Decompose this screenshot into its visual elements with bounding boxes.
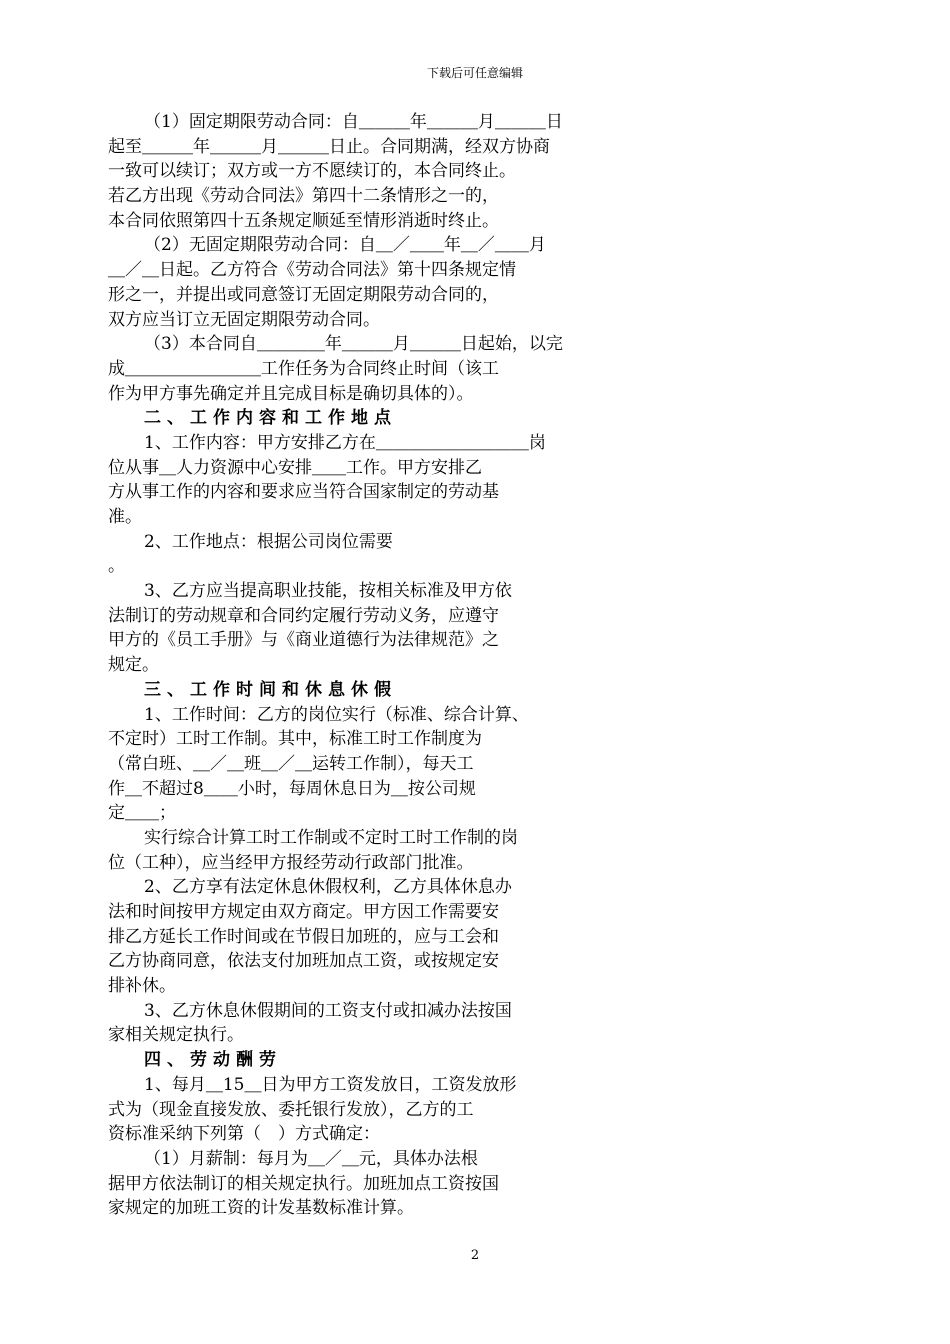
text-line: 3、乙方休息休假期间的工资支付或扣减办法按国 <box>144 1000 512 1021</box>
page-header: 下载后可任意编辑 <box>426 66 523 80</box>
text-line: 资标准采纳下列第（ ）方式确定： <box>108 1124 380 1145</box>
text-line: 据甲方依法制订的相关规定执行。加班加点工资按国 <box>108 1173 499 1194</box>
text-line: 3、乙方应当提高职业技能，按相关标准及甲方依 <box>144 581 512 602</box>
text-line: 2、乙方享有法定休息休假权利，乙方具体休息办 <box>144 877 512 898</box>
text-line: 1、工作内容：甲方安排乙方在＿＿＿＿＿＿＿＿＿岗 <box>144 432 546 453</box>
text-line: 规定。 <box>108 655 159 676</box>
section-heading: 四、劳动酬劳 <box>144 1050 282 1071</box>
text-line: 定＿＿； <box>108 803 176 824</box>
text-line: 法和时间按甲方规定由双方商定。甲方因工作需要安 <box>108 902 499 922</box>
text-line: 双方应当订立无固定期限劳动合同。 <box>108 309 380 330</box>
text-line: 一致可以续订；双方或一方不愿续订的，本合同终止。 <box>108 161 516 182</box>
text-line: 实行综合计算工时工作制或不定时工时工作制的岗 <box>144 827 518 848</box>
text-line: 排乙方延长工作时间或在节假日加班的，应与工会和 <box>108 926 499 947</box>
text-line: 准。 <box>108 507 142 527</box>
text-line: （常白班、＿／＿班＿／＿运转工作制），每天工 <box>108 753 474 774</box>
text-line: 1、每月＿15＿日为甲方工资发放日，工资发放形 <box>144 1074 517 1095</box>
text-line: 乙方协商同意，依法支付加班加点工资，或按规定安 <box>108 951 499 972</box>
text-line: 2、工作地点：根据公司岗位需要 <box>144 531 393 552</box>
text-line: 形之一，并提出或同意签订无固定期限劳动合同的， <box>108 284 499 305</box>
contract-body <box>108 110 860 1221</box>
section-heading: 二、工作内容和工作地点 <box>144 408 397 429</box>
text-line: 位从事＿人力资源中心安排＿＿工作。甲方安排乙 <box>108 457 482 478</box>
text-line: （2）无固定期限劳动合同：自＿／＿＿年＿／＿＿月 <box>144 235 546 256</box>
text-line: 起至＿＿＿年＿＿＿月＿＿＿日止。合同期满，经双方协商 <box>108 136 550 157</box>
text-line: 成＿＿＿＿＿＿＿＿工作任务为合同终止时间（该工 <box>108 358 499 379</box>
text-line: （3）本合同自＿＿＿＿年＿＿＿月＿＿＿日起始，以完 <box>144 334 563 355</box>
text-line: 家相关规定执行。 <box>108 1025 244 1046</box>
text-line: 1、工作时间：乙方的岗位实行（标准、综合计算、 <box>144 704 529 725</box>
text-line: 甲方的《员工手册》与《商业道德行为法律规范》之 <box>108 630 499 651</box>
text-line: ＿／＿日起。乙方符合《劳动合同法》第十四条规定情 <box>108 260 516 281</box>
text-line: 家规定的加班工资的计发基数标准计算。 <box>108 1198 414 1219</box>
text-line: （1）固定期限劳动合同：自＿＿＿年＿＿＿月＿＿＿日 <box>144 112 563 132</box>
text-line: （1）月薪制：每月为＿／＿元，具体办法根 <box>144 1148 478 1169</box>
text-line: 式为（现金直接发放、委托银行发放），乙方的工 <box>108 1099 474 1120</box>
text-line: 本合同依照第四十五条规定顺延至情形消逝时终止。 <box>108 210 499 231</box>
text-line: 法制订的劳动规章和合同约定履行劳动义务，应遵守 <box>108 605 499 626</box>
text-line: 排补休。 <box>108 976 176 997</box>
text-line: 作为甲方事先确定并且完成目标是确切具体的）。 <box>108 383 474 404</box>
text-line: 若乙方出现《劳动合同法》第四十二条情形之一的， <box>108 186 499 207</box>
text-line: 位（工种），应当经甲方报经劳动行政部门批准。 <box>108 852 474 873</box>
text-line: 不定时）工时工作制。其中，标准工时工作制度为 <box>108 729 482 750</box>
text-line: 作＿不超过8＿＿小时，每周休息日为＿按公司规 <box>108 778 476 799</box>
section-heading: 三、工作时间和休息休假 <box>144 679 397 700</box>
page-number: 2 <box>470 1248 480 1263</box>
text-line: 方从事工作的内容和要求应当符合国家制定的劳动基 <box>108 482 499 503</box>
text-line: 。 <box>108 556 125 577</box>
